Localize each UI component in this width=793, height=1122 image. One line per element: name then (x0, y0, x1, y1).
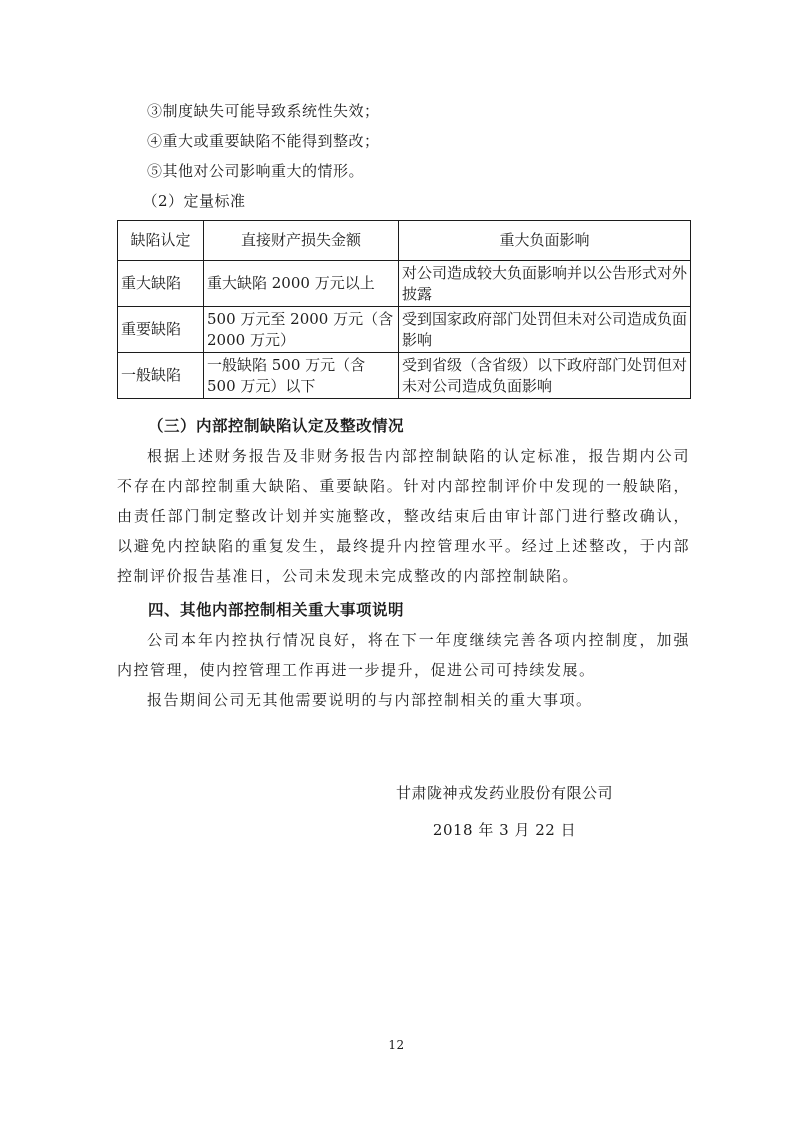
cell-loss-amount: 一般缺陷 500 万元（含 500 万元）以下 (204, 353, 399, 399)
table-row-major-defect (118, 261, 691, 307)
cell-loss-amount: 重大缺陷 2000 万元以上 (204, 261, 399, 307)
cell-defect-type: 重要缺陷 (118, 307, 204, 353)
section3-heading: （三）内部控制缺陷认定及整改情况 (148, 417, 405, 435)
cell-defect-type: 一般缺陷 (118, 353, 204, 399)
table-row-general-defect (118, 353, 691, 399)
quantitative-standard-heading: （2）定量标准 (142, 192, 246, 210)
signature-block (117, 778, 690, 845)
criteria-item-5: ⑤其他对公司影响重大的情形。 (147, 162, 365, 180)
header-major-negative-impact: 重大负面影响 (399, 221, 691, 261)
page-number: 12 (388, 1038, 405, 1052)
header-defect-type: 缺陷认定 (118, 221, 204, 261)
section3-paragraph: 根据上述财务报告及非财务报告内部控制缺陷的认定标准，报告期内公司不存在内部控制重大缺陷、重要缺陷。针对内部控制评价中发现的一般缺陷，由责任部门制定整改计划并实施整改，整改结束后由审计部门进行整改确认，以避免内控缺陷的重复发生，最终提升内控管理水平。经过上述整改，于内部控制评价报告基准日，公司未发现未完成整改的内部控制缺陷。 (117, 447, 690, 585)
table-row-important-defect (118, 307, 691, 353)
signature-date: 2018 年 3 月 22 日 (432, 821, 577, 839)
document-content (117, 96, 690, 845)
table-header-row (118, 221, 691, 261)
cell-negative-impact: 对公司造成较大负面影响并以公告形式对外披露 (399, 261, 691, 307)
cell-loss-amount: 500 万元至 2000 万元（含 2000 万元） (204, 307, 399, 353)
cell-negative-impact: 受到国家政府部门处罚但未对公司造成负面影响 (399, 307, 691, 353)
section4-heading: 四、其他内部控制相关重大事项说明 (148, 601, 405, 619)
defect-criteria-table (117, 220, 691, 399)
company-name: 甘肃陇神戎发药业股份有限公司 (395, 784, 613, 802)
section4-paragraph-2: 报告期间公司无其他需要说明的与内部控制相关的重大事项。 (147, 691, 593, 709)
cell-negative-impact: 受到省级（含省级）以下政府部门处罚但对未对公司造成负面影响 (399, 353, 691, 399)
section4-paragraph-1: 公司本年内控执行情况良好，将在下一年度继续完善各项内控制度，加强内控管理，使内控管理工作再进一步提升，促进公司可持续发展。 (117, 631, 690, 679)
criteria-item-3: ③制度缺失可能导致系统性失效； (147, 102, 380, 120)
cell-defect-type: 重大缺陷 (118, 261, 204, 307)
header-direct-loss-amount: 直接财产损失金额 (204, 221, 399, 261)
criteria-item-4: ④重大或重要缺陷不能得到整改； (147, 132, 380, 150)
